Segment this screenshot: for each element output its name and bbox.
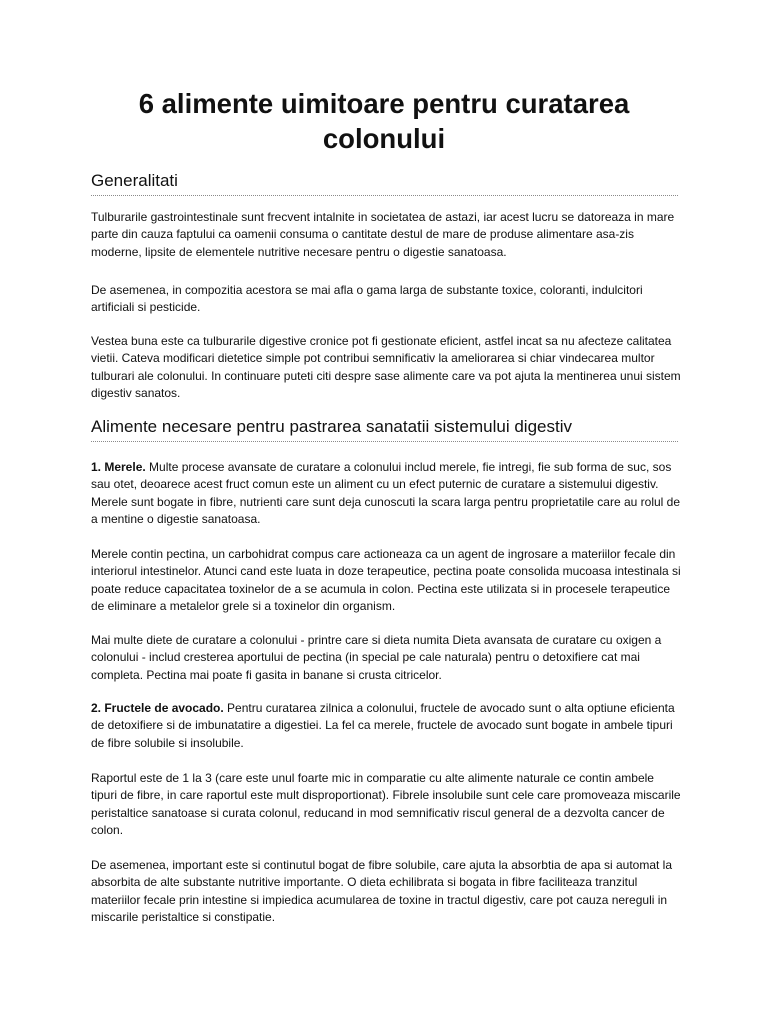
paragraph: Merele contin pectina, un carbohidrat compus care actioneaza ca un agent de ingrosare a materiilor fecale din interiorul intestinelor. Atunci cand este luata in doze terapeutice, pectina poate consolida mucoasa intestinala si poate reduce capacitatea toxinelor de a se acumula in colon. Pectina este utilizata si in procesele terapeutice de eliminare a metalelor grele si a toxinelor din organism. (91, 547, 681, 614)
paragraph-text: Multe procese avansate de curatare a colonului includ merele, fie intregi, fie sub forma de suc, sos sau otet, deoarece acest fruct comun este un aliment cu un efect puternic de curatare a sistemului digestiv. Merele sunt bogate in fibre, nutrienti care sunt deja cunoscuti la scara larga pentru proprietatile care au rolul de a mentine o digestie sanatoasa. (91, 460, 681, 527)
item-lead-merele: 1. Merele. (91, 460, 146, 474)
paragraph: Vestea buna este ca tulburarile digestive cronice pot fi gestionate eficient, astfel incat sa nu afecteze calitatea vietii. Cateva modificari dietetice simple pot contribui semnificativ la ameliorarea si chiar vindecarea multor tulburari ale colonului. In continuare puteti citi despre sase alimente care va pot ajuta la mentinerea unui sistem digestiv sanatos. (91, 334, 681, 401)
section-heading-generalitati: Generalitati (91, 170, 678, 196)
section-heading-alimente: Alimente necesare pentru pastrarea sanatatii sistemului digestiv (91, 416, 678, 442)
paragraph: De asemenea, important este si continutul bogat de fibre solubile, care ajuta la absorbtia de apa si automat la absorbita de alte substante nutritive importante. O dieta echilibrata si bogata in fibre faciliteaza tranzitul materiilor fecale prin intestine si impiedica acumularea de toxine in tractul digestiv, care pot cauza nereguli in miscarile peristaltice si constipatie. (91, 858, 673, 925)
paragraph (91, 459, 681, 529)
paragraph-text: Pentru curatarea zilnica a colonului, fructele de avocado sunt o alta optiune eficienta de detoxifiere si de imbunatatire a digestiei. La fel ca merele, fructele de avocado sunt bogate in ambele tipuri de fibre solubile si insolubile. (91, 701, 675, 750)
page-title: 6 alimente uimitoare pentru curatarea colonului (138, 88, 630, 154)
item-lead-avocado: 2. Fructele de avocado. (91, 701, 224, 715)
paragraph: De asemenea, in compozitia acestora se mai afla o gama larga de substante toxice, coloranti, indulcitori artificiali si pesticide. (91, 283, 643, 315)
paragraph (91, 700, 681, 752)
paragraph: Raportul este de 1 la 3 (care este unul foarte mic in comparatie cu alte alimente naturale ce contin ambele tipuri de fibre, in care raportul este mult disproportionat). Fibrele insolubile sunt cele care promoveaza miscarile peristaltice sanatoase si curata colonul, reducand in mod semnificativ riscul general de a dezvolta cancer de colon. (91, 771, 681, 838)
paragraph: Tulburarile gastrointestinale sunt frecvent intalnite in societatea de astazi, iar acest lucru se datoreaza in mare parte din cauza faptului ca oamenii consuma o cantitate destul de mare de produse alimentare asa-zis moderne, lipsite de elementele nutritive necesare pentru o digestie sanatoasa. (91, 210, 675, 259)
paragraph: Mai multe diete de curatare a colonului - printre care si dieta numita Dieta avansata de curatare cu oxigen a colonului - includ cresterea aportului de pectina (in special pe cale naturala) pentru o detoxifiere cat mai completa. Pectina mai poate fi gasita in banane si crusta citricelor. (91, 633, 662, 682)
